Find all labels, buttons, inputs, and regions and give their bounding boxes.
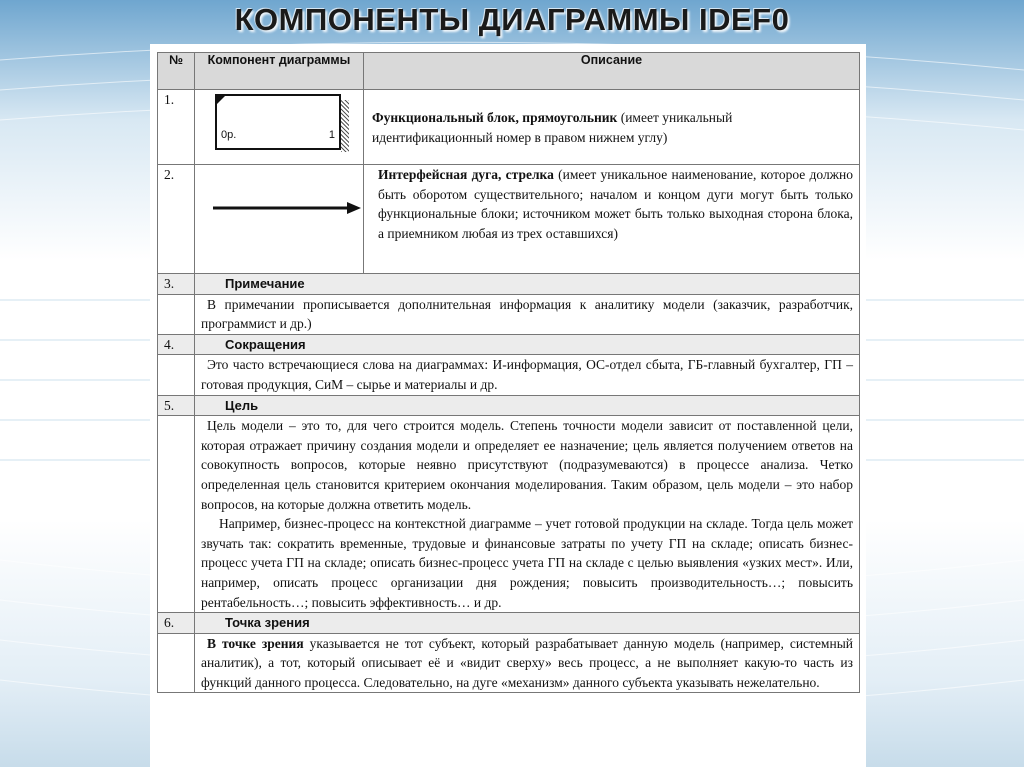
row-text-term: В точке зрения [207, 635, 304, 651]
row-text-block [195, 416, 860, 613]
table-row [158, 334, 860, 355]
block-label-left: 0р. [221, 129, 237, 142]
header-component: Компонент диаграммы [195, 53, 364, 90]
table-row [158, 294, 860, 334]
row-text: Цель модели – это то, для чего строится модель. Степень точности модели зависит от поставленной цели, которая отражает причину создания модели и определяет ее назначение; цель является получением ответов на совокупность вопросов, которые неявно присутствуют (подразумеваются) в процессе анализа. Четко определенная цель становится критерием окончания моделирования. Таким образом, цель модели – это набор вопросов, на которые должна ответить модель. [201, 418, 853, 512]
table-row [158, 274, 860, 295]
function-block-example [195, 90, 364, 165]
row-title: Цель [195, 395, 860, 416]
row-number: 5. [158, 395, 195, 416]
table-row [158, 613, 860, 634]
header-description: Описание [364, 53, 860, 90]
description-text: (имеет уникальное наименование, которое должно быть оборотом существительного; началом и концом дуги могут быть только функциональные блоки; источником может быть только выходная сторона блока, а приемником любая из трех оставшихся) [378, 167, 853, 241]
arrow-icon [213, 201, 361, 215]
header-num: № [158, 53, 195, 90]
slide-title: КОМПОНЕНТЫ ДИАГРАММЫ IDEF0 [234, 2, 790, 37]
description-term: Интерфейсная дуга, стрелка [378, 167, 554, 182]
table-row [158, 90, 860, 165]
description-term: Функциональный блок, прямоугольник [372, 110, 618, 125]
row-title: Примечание [195, 274, 860, 295]
table-header-row [158, 53, 860, 90]
row-title: Сокращения [195, 334, 860, 355]
row-text: В примечании прописывается дополнительная информация к аналитику модели (заказчик, разработчик, программист и др.) [195, 294, 860, 334]
row-text-example: Например, бизнес-процесс на контекстной диаграмме – учет готовой продукции на складе. Тогда цель может звучать так: сократить временные, трудовые и финансовые затраты по учету ГП на складе; описать бизнес-процесс учета ГП на складе; описать бизнес-процесс учета ГП на складе с целью выявления «узких мест». Или, например, описать процесс организации дня рождения; повысить производительность…; повысить рентабельность…; повысить эффективность… и др. [201, 516, 853, 610]
row-number: 4. [158, 334, 195, 355]
row-description [364, 90, 860, 165]
row-text: Это часто встречающиеся слова на диаграммах: И-информация, ОС-отдел сбыта, ГБ-главный бухгалтер, ГП – готовая продукция, СиМ – сырье и материалы и др. [195, 355, 860, 395]
row-number: 1. [158, 90, 195, 165]
arrow-example [195, 165, 364, 274]
document-scan [150, 44, 866, 767]
idef0-components-table [157, 52, 860, 693]
table-row [158, 416, 860, 613]
row-text-block [195, 633, 860, 693]
corner-marker [217, 96, 225, 104]
row-text: указывается не тот субъект, который разрабатывает данную модель (например, системный аналитик), а тот, который описывает её и «видит сверху» весь процесс, а не выполняет какую-то часть из функций данного процесса. Следовательно, на дуге «механизм» данного субъекта указывать нежелательно. [201, 635, 853, 690]
table-row [158, 355, 860, 395]
block-number: 1 [328, 129, 335, 142]
table-row [158, 165, 860, 274]
block-shadow [341, 100, 349, 152]
row-number: 6. [158, 613, 195, 634]
table-row [158, 633, 860, 693]
row-number: 3. [158, 274, 195, 295]
row-title: Точка зрения [195, 613, 860, 634]
row-number: 2. [158, 165, 195, 274]
table-row [158, 395, 860, 416]
function-block-shape [215, 94, 341, 150]
description-text: (имеет уникальный идентификационный номер в правом нижнем углу) [372, 110, 733, 145]
row-description [364, 165, 860, 274]
